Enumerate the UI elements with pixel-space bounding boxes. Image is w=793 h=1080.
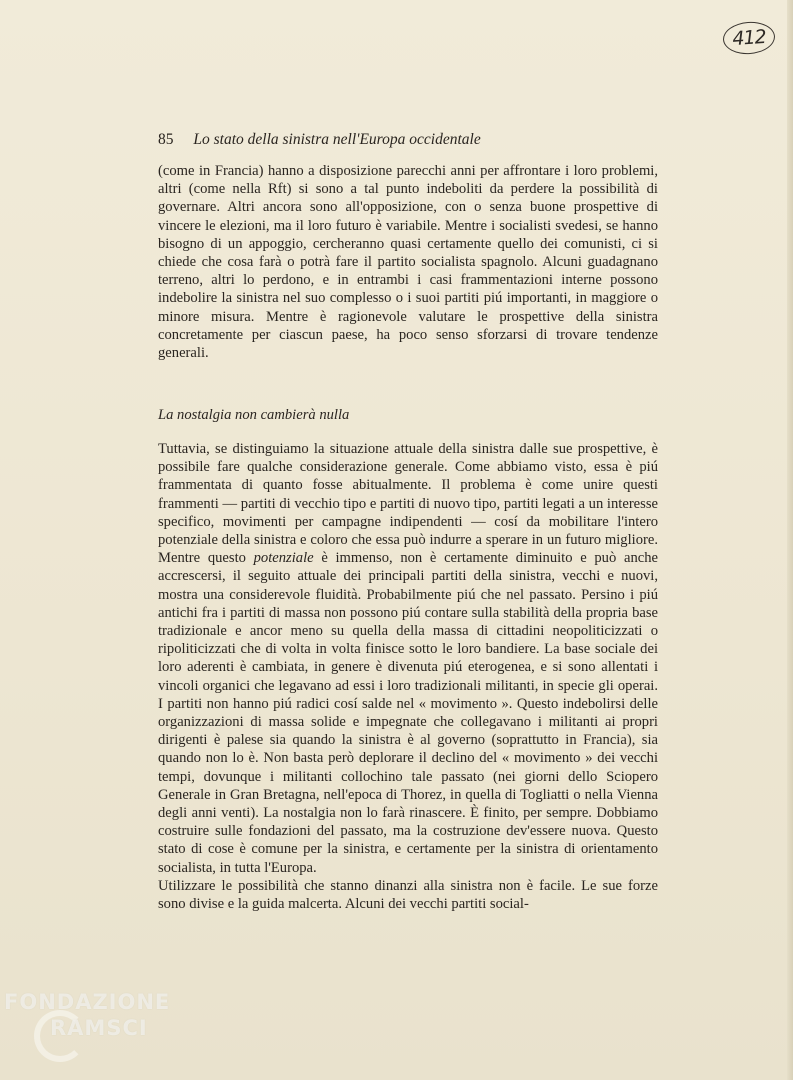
watermark-line-1: FONDAZIONE bbox=[4, 990, 171, 1014]
running-head bbox=[158, 131, 678, 149]
page-edge bbox=[787, 0, 793, 1080]
section-heading: La nostalgia non cambierà nulla bbox=[158, 407, 350, 423]
paragraph-3: Utilizzare le possibilità che stanno dinanzi alla sinistra non è facile. Le sue forze sono divise e la guida malcerta. Alcuni dei vecchi partiti social- bbox=[158, 877, 658, 913]
paragraph-2-part-2: è immenso, non è certamente diminuito e può anche accrescersi, il seguito attuale dei principali partiti della sinistra, vecchi e nuovi, mostra una considerevole fluidità. Probabilmente piú che nel passato. Persino i piú antichi fra i partiti di massa non possono piú contare sulla stabilità della propria base tradizionale e ancor meno su quella della massa di cittadini neopoliticizzati o ripoliticizzati che di volta in volta finisce sotto le loro bandiere. La base sociale dei loro aderenti è cambiata, in genere è divenuta piú eterogenea, e si sono allentati i vincoli organici che legavano ad essi i loro tradizionali militanti, in specie gli operai. I partiti non hanno piú radici cosí salde nel « movimento ». Questo indebolirsi delle organizzazioni di massa solide e impegnate che collegavano i militanti ai propri dirigenti è palese sia quando la sinistra è al governo (soprattutto in Francia), sia quando non lo è. Non basta però deplorare il declino del « movimento » dei vecchi tempi, dovunque i militanti collochino tale passato (nei giorni dello Sciopero Generale in Gran Bretagna, nell'epoca di Thorez, in quella di Togliatti o nella Vienna degli anni venti). La nostalgia non lo farà rinascere. È finito, per sempre. Dobbiamo costruire sulle fondazioni del passato, ma la costruzione dev'essere nuova. Questo stato di cose è comune per la sinistra, e certamente per la sinistra di orientamento socialista, in tutta l'Europa. bbox=[158, 550, 658, 876]
chapter-title: Lo stato della sinistra nell'Europa occidentale bbox=[193, 131, 481, 148]
body-text-main bbox=[158, 440, 658, 913]
paragraph-1: (come in Francia) hanno a disposizione parecchi anni per affrontare i loro problemi, altri (come nella Rft) si sono a tal punto indeboliti da perdere la possibilità di governare. Altri ancora sono all'opposizione, con o senza buone prospettive di vincere le elezioni, ma il loro futuro è variabile. Mentre i socialisti svedesi, se hanno bisogno di un appoggio, cercheranno quasi certamente quello dei comunisti, ci si chiede che cosa farà o potrà fare il partito socialista spagnolo. Alcuni guadagnano terreno, altri lo perdono, e in entrambi i casi frammentazioni interne possono indebolire la sinistra nel suo complesso o i suoi partiti piú importanti, in maggiore o minore misura. Mentre è ragionevole valutare le prospettive della sinistra concretamente per ciascun paese, ha poco senso sforzarsi di trovare tendenze generali. bbox=[158, 163, 658, 362]
foundation-watermark bbox=[4, 990, 224, 1070]
paragraph-2 bbox=[158, 440, 658, 877]
body-text-top bbox=[158, 162, 658, 362]
archive-stamp bbox=[722, 20, 776, 56]
watermark-line-2: RAMSCI bbox=[50, 1016, 148, 1040]
archive-stamp-number: 412 bbox=[731, 25, 767, 51]
paragraph-2-emphasis: potenziale bbox=[253, 550, 314, 567]
paragraph-2-part-1: Tuttavia, se distinguiamo la situazione attuale della sinistra dalle sue prospettive, è possibile fare qualche considerazione generale. Come abbiamo visto, essa è piú frammentata di quanto fosse abitualmente. Il problema è come unire questi frammenti — partiti di vecchio tipo e partiti di nuovo tipo, partiti legati a un interesse specifico, movimenti per campagne indipendenti — cosí da mobilitare l'intero potenziale della sinistra e coloro che essa può indurre a sperare in un futuro migliore. Mentre questo bbox=[158, 441, 658, 567]
page-number: 85 bbox=[158, 131, 174, 148]
